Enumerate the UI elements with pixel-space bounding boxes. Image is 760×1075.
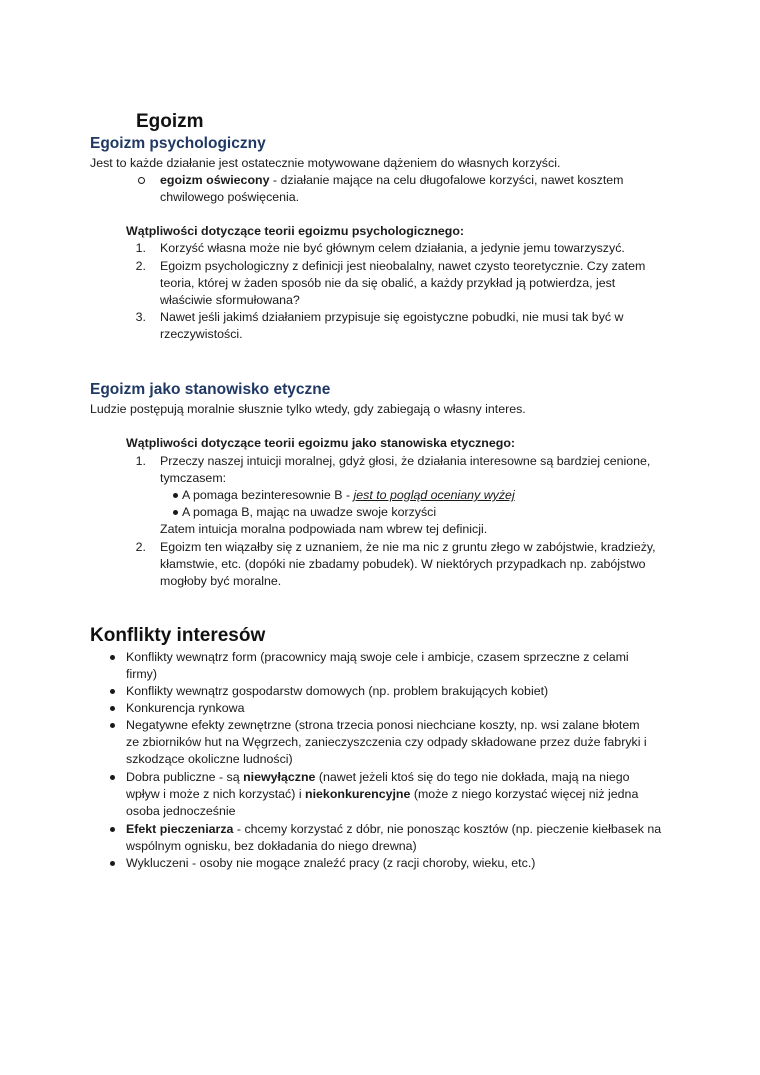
term-definition-cont: chwilowego poświęcenia. [160, 190, 300, 204]
list-item-free-rider [126, 821, 696, 855]
sub-item: A pomaga B, mając na uwadze swoje korzyści [182, 505, 437, 519]
list-item-text: - chcemy korzystać z dóbr, nie ponosząc kosztów (np. pieczenie kiełbasek na [233, 822, 662, 836]
section-heading-conflicts: Konflikty interesów [90, 625, 266, 646]
doubts-heading-psychological: Wątpliwości dotyczące teorii egoizmu psychologicznego: [126, 224, 465, 238]
list-item-text: Nawet jeśli jakimś działaniem przypisuje się egoistyczne pobudki, nie musi tak być w [160, 310, 624, 324]
sub-item [182, 487, 602, 504]
section-heading-psychological: Egoizm psychologiczny [90, 135, 266, 152]
list-item [160, 539, 700, 590]
term-free-rider: Efekt pieczeniarza [126, 822, 234, 836]
list-item: Konkurencja rynkowa [126, 701, 245, 715]
bullet-icon [110, 723, 115, 728]
list-item-text: Negatywne efekty zewnętrzne (strona trzecia ponosi niechciane koszty, np. wsi zalane błotem [126, 718, 640, 732]
list-number: 1. [135, 241, 146, 255]
list-item-text: Dobra publiczne - są [126, 770, 244, 784]
list-item: Konflikty wewnątrz gospodarstw domowych (np. problem brakujących kobiet) [126, 684, 549, 698]
document-title: Egoizm [136, 111, 204, 132]
list-item-text: (nawet jeżeli ktoś się do tego nie dokłada, mają na niego [315, 770, 630, 784]
list-item-text: wspólnym ognisku, bez dokładania do niego drewna) [126, 839, 417, 853]
list-item-text: Konflikty wewnątrz form (pracownicy mają swoje cele i ambicje, czasem sprzeczne z celami [126, 650, 629, 664]
list-item-text: osoba jednocześnie [126, 804, 236, 818]
sub-item-text: A pomaga bezinteresownie B - [182, 488, 354, 502]
list-item-text: Przeczy naszej intuicji moralnej, gdyż głosi, że działania interesowne są bardziej cenione, [160, 454, 651, 468]
list-item-text: ze zbiorników hut na Węgrzech, zanieczyszczenia czy odpady składowane przez duże fabryki i [126, 735, 647, 749]
list-item-public-goods [126, 769, 696, 820]
section1-intro: Jest to każde działanie jest ostatecznie motywowane dążeniem do własnych korzyści. [90, 156, 561, 170]
list-item [126, 649, 686, 683]
list-item [160, 453, 700, 487]
list-item [126, 717, 696, 768]
bullet-icon [110, 706, 115, 711]
list-item [160, 258, 680, 309]
list-item-text: firmy) [126, 667, 157, 681]
enlightened-egoism-item [160, 172, 680, 206]
bullet-icon [110, 689, 115, 694]
list-item-text: mogłoby być moralne. [160, 574, 282, 588]
list-item-text: wpływ i może z nich korzystać) i [126, 787, 306, 801]
list-item-text: Korzyść własna może nie być głównym celem działania, a jedynie jemu towarzyszyć. [160, 241, 625, 255]
list-item [160, 309, 680, 343]
term-definition: - działanie mające na celu długofalowe korzyści, nawet kosztem [269, 173, 624, 187]
list-item-text: teoria, której w żaden sposób nie da się obalić, a każdy przykład ją potwierdza, jest [160, 276, 616, 290]
list-item [160, 240, 680, 257]
doubts-heading-ethical: Wątpliwości dotyczące teorii egoizmu jako stanowiska etycznego: [126, 436, 516, 450]
section2-intro: Ludzie postępują moralnie słusznie tylko wtedy, gdy zabiegają o własny interes. [90, 402, 526, 416]
emphasis-note: jest to pogląd oceniany wyżej [353, 488, 515, 502]
list-item-text: właściwie sformułowana? [160, 293, 300, 307]
list-item-text: rzeczywistości. [160, 327, 243, 341]
bullet-icon [110, 827, 115, 832]
term-non-excludable: niewyłączne [243, 770, 316, 784]
list-number: 1. [135, 454, 146, 468]
term-non-rival: niekonkurencyjne [305, 787, 411, 801]
section-heading-ethical: Egoizm jako stanowisko etyczne [90, 381, 331, 398]
list-item-text: tymczasem: [160, 471, 227, 485]
list-item-text: (może z niego korzystać więcej niż jedna [410, 787, 639, 801]
list-number: 2. [135, 259, 146, 273]
list-number: 3. [135, 310, 146, 324]
conclusion-text: Zatem intuicja moralna podpowiada nam wbrew tej definicji. [160, 522, 488, 536]
bullet-icon [110, 655, 115, 660]
hollow-bullet-icon [138, 177, 145, 184]
list-item-text: Egoizm ten wiązałby się z uznaniem, że nie ma nic z gruntu złego w zabójstwie, kradzieży, [160, 540, 656, 554]
bullet-icon [173, 493, 178, 498]
list-item-text: szkodzące okoliczne ludności) [126, 752, 293, 766]
list-item: Wykluczeni - osoby nie mogące znaleźć pracy (z racji choroby, wieku, etc.) [126, 856, 536, 870]
list-item-text: Egoizm psychologiczny z definicji jest nieobalalny, nawet czysto teoretycznie. Czy zatem [160, 259, 646, 273]
list-number: 2. [135, 540, 146, 554]
bullet-icon [173, 510, 178, 515]
bullet-icon [110, 775, 115, 780]
bullet-icon [110, 861, 115, 866]
list-item-text: kłamstwie, etc. (dopóki nie zbadamy pobudek). W niektórych przypadkach np. zabójstwo [160, 557, 646, 571]
term-enlightened-egoism: egoizm oświecony [160, 173, 270, 187]
